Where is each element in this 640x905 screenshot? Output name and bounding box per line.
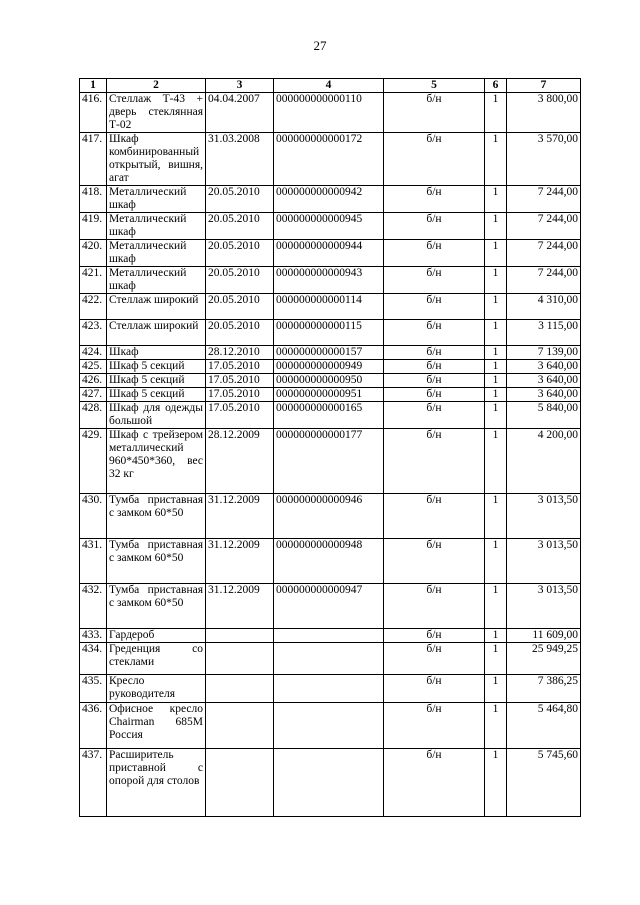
quantity-cell: 1 — [485, 629, 507, 643]
date-cell — [206, 629, 274, 643]
document-cell: б/н — [384, 186, 485, 213]
row-number-cell: 437. — [80, 749, 107, 817]
quantity-cell: 1 — [485, 374, 507, 388]
column-header: 3 — [206, 79, 274, 93]
quantity-cell: 1 — [485, 320, 507, 346]
inventory-code-cell: 000000000000946 — [274, 494, 384, 539]
table-row — [80, 240, 581, 267]
document-cell: б/н — [384, 494, 485, 539]
document-cell: б/н — [384, 294, 485, 320]
date-cell — [206, 675, 274, 703]
document-cell: б/н — [384, 346, 485, 360]
document-cell: б/н — [384, 267, 485, 294]
date-cell — [206, 703, 274, 749]
row-number-cell: 421. — [80, 267, 107, 294]
quantity-cell: 1 — [485, 186, 507, 213]
date-cell: 20.05.2010 — [206, 320, 274, 346]
column-header: 2 — [107, 79, 206, 93]
date-cell: 20.05.2010 — [206, 294, 274, 320]
page-number: 27 — [313, 38, 327, 53]
document-cell: б/н — [384, 749, 485, 817]
quantity-cell: 1 — [485, 402, 507, 429]
table-row — [80, 320, 581, 346]
date-cell: 31.12.2009 — [206, 584, 274, 629]
date-cell: 28.12.2009 — [206, 429, 274, 494]
item-name-cell: Тумба приставная с замком 60*50 — [107, 539, 206, 584]
date-cell — [206, 749, 274, 817]
document-cell: б/н — [384, 93, 485, 133]
item-name-cell: Офисное кресло Chairman 685M Россия — [107, 703, 206, 749]
date-cell: 20.05.2010 — [206, 213, 274, 240]
amount-cell: 3 115,00 — [507, 320, 581, 346]
item-name-cell: Стеллаж широкий — [107, 294, 206, 320]
amount-cell: 7 139,00 — [507, 346, 581, 360]
row-number-cell: 422. — [80, 294, 107, 320]
document-cell: б/н — [384, 703, 485, 749]
table-row — [80, 643, 581, 675]
table-header-row — [80, 79, 581, 93]
table-row — [80, 186, 581, 213]
amount-cell: 7 386,25 — [507, 675, 581, 703]
quantity-cell: 1 — [485, 749, 507, 817]
row-number-cell: 432. — [80, 584, 107, 629]
date-cell: 28.12.2010 — [206, 346, 274, 360]
amount-cell: 11 609,00 — [507, 629, 581, 643]
table-row — [80, 388, 581, 402]
date-cell: 31.12.2009 — [206, 539, 274, 584]
item-name-cell: Шкаф 5 секций — [107, 388, 206, 402]
row-number-cell: 419. — [80, 213, 107, 240]
item-name-cell: Шкаф комбинированный открытый, вишня, агат — [107, 133, 206, 186]
item-name-cell: Шкаф — [107, 346, 206, 360]
amount-cell: 5 464,80 — [507, 703, 581, 749]
table-row — [80, 675, 581, 703]
document-cell: б/н — [384, 320, 485, 346]
inventory-code-cell: 000000000000110 — [274, 93, 384, 133]
row-number-cell: 426. — [80, 374, 107, 388]
document-cell: б/н — [384, 429, 485, 494]
item-name-cell: Расширитель приставной с опорой для столов — [107, 749, 206, 817]
amount-cell: 3 570,00 — [507, 133, 581, 186]
table-row — [80, 429, 581, 494]
item-name-cell: Шкаф для одежды большой — [107, 402, 206, 429]
amount-cell: 7 244,00 — [507, 213, 581, 240]
amount-cell: 3 640,00 — [507, 388, 581, 402]
date-cell: 20.05.2010 — [206, 186, 274, 213]
amount-cell: 3 013,50 — [507, 539, 581, 584]
inventory-code-cell: 000000000000114 — [274, 294, 384, 320]
item-name-cell: Стеллаж широкий — [107, 320, 206, 346]
table-row — [80, 629, 581, 643]
document-cell: б/н — [384, 133, 485, 186]
inventory-code-cell: 000000000000177 — [274, 429, 384, 494]
amount-cell: 4 310,00 — [507, 294, 581, 320]
inventory-code-cell: 000000000000945 — [274, 213, 384, 240]
row-number-cell: 436. — [80, 703, 107, 749]
table-row — [80, 749, 581, 817]
column-header: 4 — [274, 79, 384, 93]
inventory-code-cell: 000000000000950 — [274, 374, 384, 388]
document-cell: б/н — [384, 240, 485, 267]
inventory-code-cell: 000000000000115 — [274, 320, 384, 346]
quantity-cell: 1 — [485, 294, 507, 320]
document-cell: б/н — [384, 539, 485, 584]
quantity-cell: 1 — [485, 675, 507, 703]
table-row — [80, 267, 581, 294]
item-name-cell: Металлический шкаф — [107, 186, 206, 213]
amount-cell: 25 949,25 — [507, 643, 581, 675]
date-cell — [206, 643, 274, 675]
date-cell: 17.05.2010 — [206, 374, 274, 388]
inventory-code-cell — [274, 643, 384, 675]
row-number-cell: 433. — [80, 629, 107, 643]
amount-cell: 7 244,00 — [507, 186, 581, 213]
quantity-cell: 1 — [485, 93, 507, 133]
quantity-cell: 1 — [485, 643, 507, 675]
inventory-code-cell: 000000000000943 — [274, 267, 384, 294]
document-cell: б/н — [384, 402, 485, 429]
inventory-code-cell — [274, 629, 384, 643]
amount-cell: 3 013,50 — [507, 494, 581, 539]
item-name-cell: Шкаф 5 секций — [107, 374, 206, 388]
table-row — [80, 294, 581, 320]
row-number-cell: 430. — [80, 494, 107, 539]
document-cell: б/н — [384, 675, 485, 703]
quantity-cell: 1 — [485, 703, 507, 749]
amount-cell: 7 244,00 — [507, 267, 581, 294]
inventory-code-cell: 000000000000165 — [274, 402, 384, 429]
amount-cell: 3 640,00 — [507, 374, 581, 388]
item-name-cell: Металлический шкаф — [107, 267, 206, 294]
document-cell: б/н — [384, 360, 485, 374]
quantity-cell: 1 — [485, 539, 507, 584]
quantity-cell: 1 — [485, 494, 507, 539]
inventory-code-cell — [274, 703, 384, 749]
date-cell: 31.12.2009 — [206, 494, 274, 539]
quantity-cell: 1 — [485, 584, 507, 629]
table-body — [80, 93, 581, 817]
inventory-table — [79, 78, 581, 817]
table-row — [80, 346, 581, 360]
table-row — [80, 402, 581, 429]
quantity-cell: 1 — [485, 240, 507, 267]
document-cell: б/н — [384, 629, 485, 643]
amount-cell: 3 800,00 — [507, 93, 581, 133]
document-cell: б/н — [384, 213, 485, 240]
row-number-cell: 420. — [80, 240, 107, 267]
column-header: 5 — [384, 79, 485, 93]
table-row — [80, 494, 581, 539]
amount-cell: 5 840,00 — [507, 402, 581, 429]
row-number-cell: 429. — [80, 429, 107, 494]
table-row — [80, 584, 581, 629]
item-name-cell: Греденция со стеклами — [107, 643, 206, 675]
row-number-cell: 435. — [80, 675, 107, 703]
table-row — [80, 133, 581, 186]
quantity-cell: 1 — [485, 133, 507, 186]
item-name-cell: Металлический шкаф — [107, 213, 206, 240]
quantity-cell: 1 — [485, 267, 507, 294]
date-cell: 20.05.2010 — [206, 240, 274, 267]
row-number-cell: 423. — [80, 320, 107, 346]
date-cell: 17.05.2010 — [206, 360, 274, 374]
document-cell: б/н — [384, 388, 485, 402]
quantity-cell: 1 — [485, 360, 507, 374]
date-cell: 04.04.2007 — [206, 93, 274, 133]
inventory-code-cell: 000000000000172 — [274, 133, 384, 186]
inventory-code-cell: 000000000000942 — [274, 186, 384, 213]
quantity-cell: 1 — [485, 213, 507, 240]
date-cell: 31.03.2008 — [206, 133, 274, 186]
inventory-code-cell: 000000000000948 — [274, 539, 384, 584]
item-name-cell: Шкаф с трейзером металлический 960*450*360, вес 32 кг — [107, 429, 206, 494]
column-header: 1 — [80, 79, 107, 93]
amount-cell: 7 244,00 — [507, 240, 581, 267]
date-cell: 17.05.2010 — [206, 388, 274, 402]
row-number-cell: 431. — [80, 539, 107, 584]
table-row — [80, 539, 581, 584]
item-name-cell: Кресло руководителя — [107, 675, 206, 703]
amount-cell: 4 200,00 — [507, 429, 581, 494]
row-number-cell: 417. — [80, 133, 107, 186]
quantity-cell: 1 — [485, 429, 507, 494]
document-cell: б/н — [384, 643, 485, 675]
table-row — [80, 703, 581, 749]
inventory-code-cell: 000000000000944 — [274, 240, 384, 267]
inventory-code-cell: 000000000000157 — [274, 346, 384, 360]
row-number-cell: 428. — [80, 402, 107, 429]
inventory-code-cell: 000000000000951 — [274, 388, 384, 402]
document-cell: б/н — [384, 584, 485, 629]
item-name-cell: Тумба приставная с замком 60*50 — [107, 494, 206, 539]
item-name-cell: Гардероб — [107, 629, 206, 643]
column-header: 7 — [507, 79, 581, 93]
item-name-cell: Стеллаж Т-43 + дверь стеклянная Т-02 — [107, 93, 206, 133]
table-row — [80, 374, 581, 388]
amount-cell: 5 745,60 — [507, 749, 581, 817]
item-name-cell: Шкаф 5 секций — [107, 360, 206, 374]
table-row — [80, 360, 581, 374]
row-number-cell: 434. — [80, 643, 107, 675]
inventory-code-cell — [274, 675, 384, 703]
row-number-cell: 418. — [80, 186, 107, 213]
row-number-cell: 416. — [80, 93, 107, 133]
amount-cell: 3 640,00 — [507, 360, 581, 374]
column-header: 6 — [485, 79, 507, 93]
row-number-cell: 424. — [80, 346, 107, 360]
amount-cell: 3 013,50 — [507, 584, 581, 629]
quantity-cell: 1 — [485, 346, 507, 360]
inventory-code-cell: 000000000000947 — [274, 584, 384, 629]
table-row — [80, 93, 581, 133]
date-cell: 20.05.2010 — [206, 267, 274, 294]
item-name-cell: Тумба приставная с замком 60*50 — [107, 584, 206, 629]
item-name-cell: Металлический шкаф — [107, 240, 206, 267]
row-number-cell: 427. — [80, 388, 107, 402]
document-cell: б/н — [384, 374, 485, 388]
date-cell: 17.05.2010 — [206, 402, 274, 429]
inventory-code-cell: 000000000000949 — [274, 360, 384, 374]
quantity-cell: 1 — [485, 388, 507, 402]
row-number-cell: 425. — [80, 360, 107, 374]
inventory-code-cell — [274, 749, 384, 817]
table-row — [80, 213, 581, 240]
